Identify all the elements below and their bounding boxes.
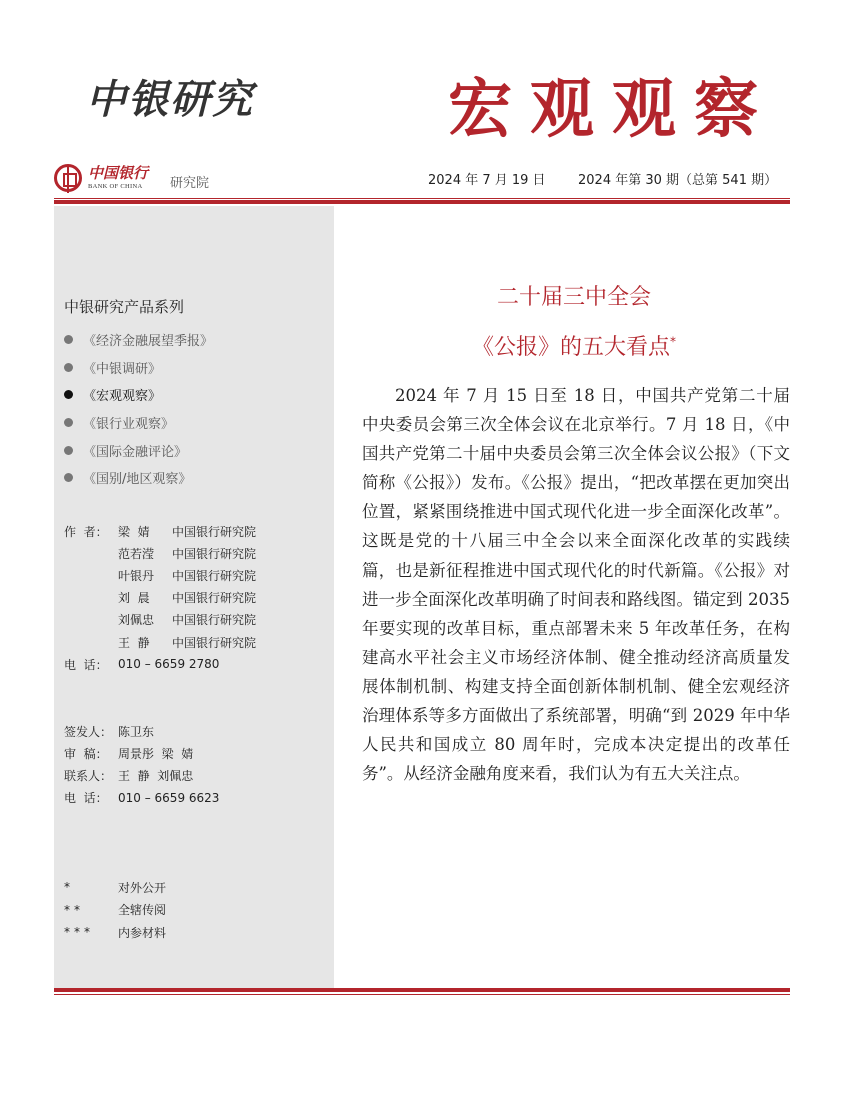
bank-name-en: BANK OF CHINA	[88, 183, 143, 190]
contact-names: 王 静 刘佩忠	[118, 768, 194, 783]
author-org: 中国银行研究院	[172, 613, 257, 628]
phone-number: 010 – 6659 2780	[118, 657, 220, 672]
issue-number: 2024 年第 30 期（总第 541 期）	[578, 173, 778, 188]
product-list	[64, 326, 213, 492]
signer-name: 陈卫东	[118, 724, 155, 739]
title-footnote-mark: *	[670, 334, 676, 349]
header-divider-thick	[54, 200, 790, 204]
author-name: 王 静	[118, 635, 150, 650]
author-name: 范若滢	[118, 546, 155, 561]
product-series-title: 中银研究产品系列	[64, 298, 185, 316]
bullet-icon	[64, 335, 73, 344]
bullet-icon	[64, 363, 73, 372]
footer-divider-thin	[54, 994, 790, 995]
product-label: 《经济金融展望季报》	[83, 334, 214, 350]
article-body: 2024 年 7 月 15 日至 18 日，中国共产党第二十届中央委员会第三次全体会议在北京举行。7 月 18 日，《中国共产党第二十届中央委员会第三次全体会议公报》（下文简称《公报》）发布。《公报》提出，“把改革摆在更加突出位置，紧紧围绕推进中国式现代化进一步全面深化改革”。这既是党的十八届三中全会以来全面深化改革的实践续篇，也是新征程推进中国式现代化的时代新篇。《公报》对进一步全面深化改革明确了时间表和路线图。锚定到 2035 年要实现的改革目标，重点部署未来 5 年改革任务，在构建高水平社会主义市场经济体制、健全推动经济高质量发展体制机制、构建支持全面创新体制机制、健全宏观经济治理体系等多方面做出了系统部署，明确“到 2029 年中华人民共和国成立 80 周年时，完成本决定提出的改革任务”。从经济金融角度来看，我们认为有五大关注点。	[362, 386, 790, 784]
author-org: 中国银行研究院	[172, 546, 257, 561]
product-item	[64, 326, 213, 354]
contact-block	[64, 720, 219, 809]
bullet-icon	[64, 446, 73, 455]
product-label: 《国别/地区观察》	[83, 472, 192, 488]
product-label: 《国际金融评论》	[83, 444, 188, 460]
bullet-icon	[64, 418, 73, 427]
product-item	[64, 354, 213, 382]
logo-calligraphy: 中银研究	[86, 76, 254, 123]
header-divider-thin	[54, 198, 790, 199]
signer-label: 签发人：	[64, 724, 113, 739]
author-org: 中国银行研究院	[172, 591, 257, 606]
author-name: 刘佩忠	[118, 613, 155, 628]
contact-label: 联系人：	[64, 768, 113, 783]
institute-label: 研究院	[170, 176, 210, 191]
phone-number: 010 – 6659 6623	[118, 790, 220, 805]
product-label: 《宏观观察》	[83, 389, 162, 405]
reviewer-label: 审 稿：	[64, 746, 108, 761]
author-name: 叶银丹	[118, 568, 155, 583]
footer-divider-thick	[54, 988, 790, 992]
product-item	[64, 464, 213, 492]
author-block	[64, 520, 256, 675]
level-label: 全辖传阅	[118, 903, 167, 918]
bank-name-cn: 中国银行	[88, 164, 149, 182]
star-icon: *	[64, 880, 74, 895]
article-title-line2	[334, 330, 814, 361]
author-org: 中国银行研究院	[172, 635, 257, 650]
authors-label: 作 者：	[64, 524, 108, 539]
product-label: 《银行业观察》	[83, 417, 175, 433]
bank-of-china-logo-icon	[54, 164, 82, 192]
product-label: 《中银调研》	[83, 361, 162, 377]
star-icon: ***	[64, 925, 94, 940]
author-org: 中国银行研究院	[172, 568, 257, 583]
author-name: 刘 晨	[118, 591, 150, 606]
reviewer-names: 周景彤 梁 婧	[118, 746, 194, 761]
bullet-icon	[64, 390, 73, 399]
article-title-line1: 二十届三中全会	[496, 285, 651, 310]
bullet-icon	[64, 473, 73, 482]
product-item	[64, 436, 213, 464]
level-label: 对外公开	[118, 880, 167, 895]
phone-label: 电 话：	[64, 791, 108, 806]
star-icon: **	[64, 902, 84, 917]
product-item-active	[64, 381, 213, 409]
publish-date: 2024 年 7 月 19 日	[428, 173, 546, 188]
author-org: 中国银行研究院	[172, 524, 257, 539]
author-name: 梁 婧	[118, 524, 150, 539]
article-title-text: 《公报》的五大看点	[471, 335, 670, 360]
product-item	[64, 409, 213, 437]
level-label: 内参材料	[118, 925, 167, 940]
classification-legend	[64, 876, 166, 944]
series-title: 宏观观察	[448, 72, 776, 147]
phone-label: 电 话：	[64, 657, 108, 672]
